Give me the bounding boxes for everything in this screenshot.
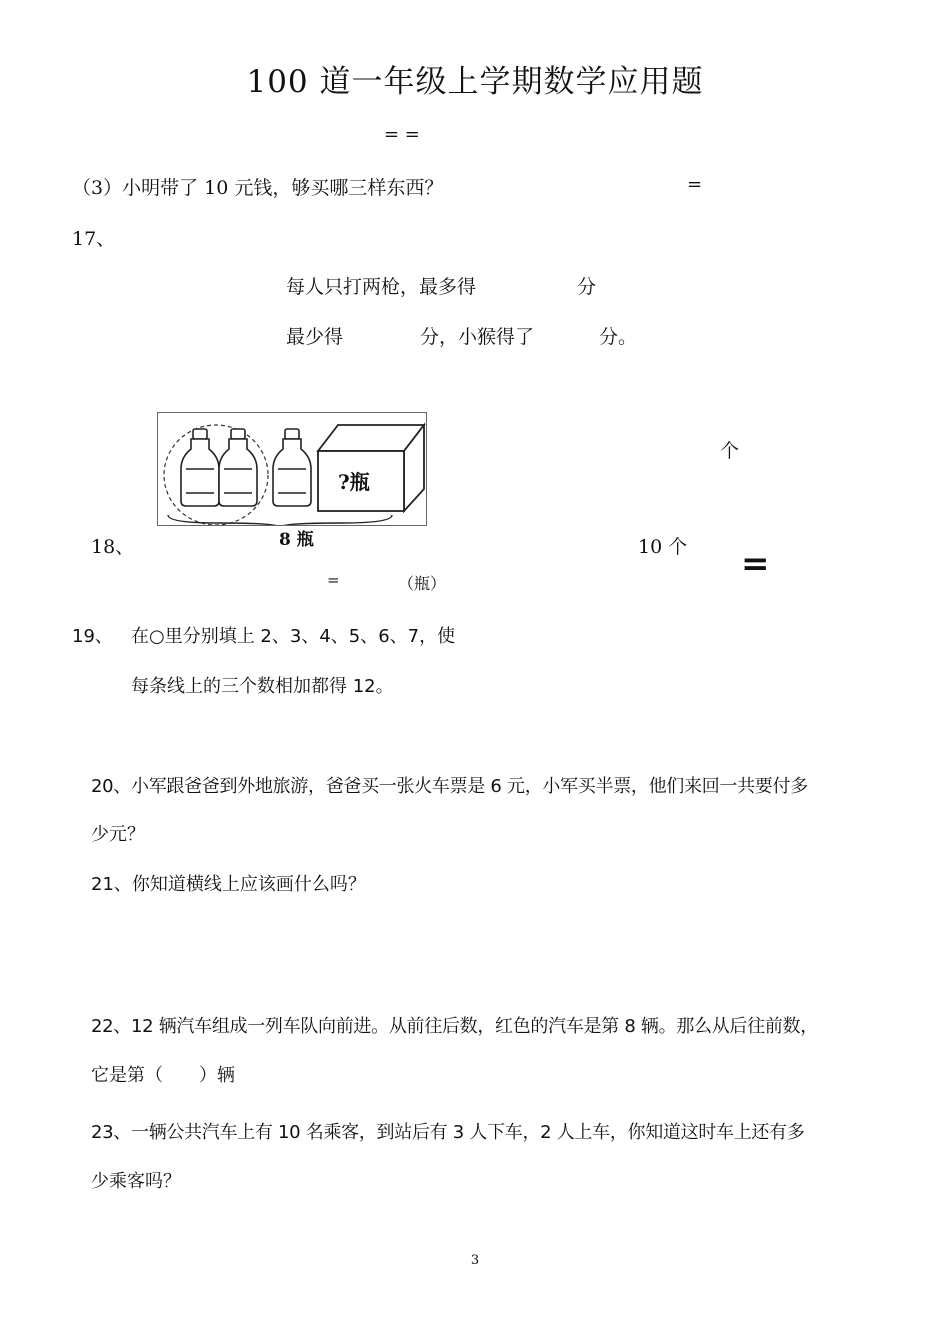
q17-line2-a: 最少得 bbox=[286, 326, 344, 348]
bottles-figure bbox=[157, 412, 427, 526]
bottles-illustration bbox=[158, 413, 426, 525]
q3-equals: = bbox=[687, 174, 703, 195]
q22-line1: 22、12 辆汽车组成一列车队向前进。从前往后数，红色的汽车是第 8 辆。那么从后往前数， bbox=[91, 1016, 818, 1037]
brace-label: 8 瓶 bbox=[279, 530, 314, 550]
q18-answer-equals: = bbox=[327, 571, 340, 589]
q22-line2: 它是第（ ）辆 bbox=[91, 1065, 235, 1086]
q18-label: 18、 bbox=[91, 536, 135, 558]
page-number: 3 bbox=[470, 1253, 480, 1268]
q3-text: （3）小明带了 10 元钱，够买哪三样东西？ bbox=[72, 177, 444, 199]
q21-line1: 21、你知道横线上应该画什么吗？ bbox=[91, 874, 366, 895]
q19-line2: 每条线上的三个数相加都得 12。 bbox=[131, 676, 394, 697]
page-title: 100 道一年级上学期数学应用题 bbox=[246, 64, 704, 100]
q23-line2: 少乘客吗？ bbox=[91, 1171, 181, 1192]
box-label: ?瓶 bbox=[338, 470, 370, 494]
top-equals: = = bbox=[384, 124, 420, 145]
bottle-icon bbox=[273, 429, 311, 506]
bottle-icon bbox=[219, 429, 257, 506]
box-icon bbox=[318, 425, 424, 511]
q23-line1: 23、一辆公共汽车上有 10 名乘客，到站后有 3 人下车，2 人上车，你知道这时车上还有多 bbox=[91, 1122, 805, 1143]
q20-line2: 少元？ bbox=[91, 824, 145, 845]
bottle-icon bbox=[181, 429, 219, 506]
q17-line1-b: 分 bbox=[577, 276, 597, 298]
q18-answer-unit: （瓶） bbox=[398, 574, 447, 593]
q17-line2-c: 分。 bbox=[599, 326, 638, 348]
q17-line2-b: 分，小猴得了 bbox=[420, 326, 535, 348]
q17-line1-a: 每人只打两枪，最多得 bbox=[286, 276, 477, 298]
q18-unit: 个 bbox=[720, 440, 740, 462]
q17-label: 17、 bbox=[72, 228, 116, 250]
q18-count: 10 个 bbox=[638, 536, 688, 558]
q19-label: 19、 bbox=[72, 626, 113, 647]
q19-line1: 在○里分别填上 2、3、4、5、6、7，使 bbox=[131, 626, 456, 647]
q20-line1: 20、小军跟爸爸到外地旅游，爸爸买一张火车票是 6 元，小军买半票，他们来回一共要付多 bbox=[91, 776, 808, 797]
big-equals-sign: = bbox=[741, 544, 770, 584]
